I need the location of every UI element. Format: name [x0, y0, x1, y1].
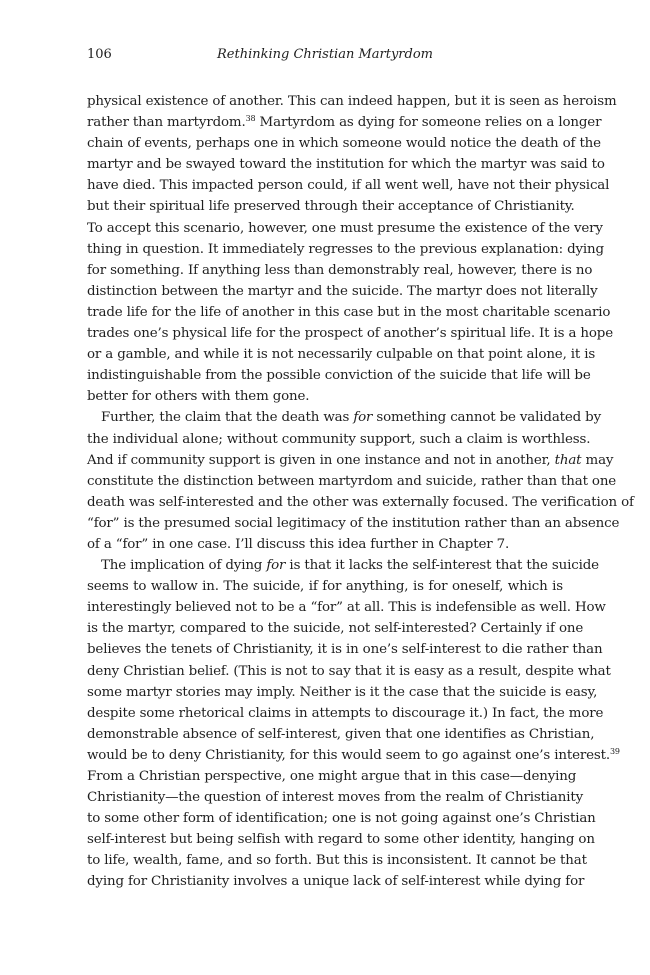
text-line	[87, 281, 598, 302]
text-segment: or a gamble, and while it is not necessarily culpable on that point alone, it is	[87, 347, 596, 363]
text-segment: of a “for” in one case. I’ll discuss this idea further in Chapter 7.	[87, 536, 510, 552]
text-line	[87, 597, 606, 618]
text-line	[87, 471, 617, 492]
text-segment: better for others with them gone.	[87, 389, 310, 405]
text-line	[87, 576, 563, 597]
text-line	[87, 429, 591, 450]
text-line	[87, 239, 604, 260]
text-segment: Christianity—the question of interest moves from the realm of Christianity	[87, 790, 584, 806]
text-line	[87, 555, 599, 576]
text-segment: deny Christian belief. (This is not to say that it is easy as a result, despite what	[87, 663, 611, 679]
text-line	[87, 196, 575, 217]
text-line	[87, 661, 611, 682]
text-line	[87, 112, 602, 133]
text-segment: rather than martyrdom.	[87, 115, 246, 131]
text-segment: constitute the distinction between martyrdom and suicide, rather than that one	[87, 473, 617, 489]
text-segment: to life, wealth, fame, and so forth. But this is inconsistent. It cannot be that	[87, 853, 587, 869]
text-line	[87, 492, 634, 513]
text-segment: physical existence of another. This can indeed happen, but it is seen as heroism	[87, 94, 617, 109]
text-line	[87, 871, 585, 892]
text-segment: may	[581, 452, 614, 468]
text-segment: The implication of dying	[101, 558, 267, 574]
text-segment: indistinguishable from the possible conviction of the suicide that life will be	[87, 368, 591, 384]
text-segment: martyr and be swayed toward the institution for which the martyr was said to	[87, 157, 605, 173]
text-segment: interestingly believed not to be a “for” at all. This is indefensible as well. How	[87, 600, 606, 616]
text-line	[87, 218, 603, 239]
text-segment: something cannot be validated by	[372, 410, 602, 426]
text-line	[87, 407, 602, 428]
text-segment: self-interest but being selfish with regard to some other identity, hanging on	[87, 832, 595, 848]
text-segment: have died. This impacted person could, if all went well, have not their physical	[87, 178, 610, 194]
text-segment: distinction between the martyr and the suicide. The martyr does not literally	[87, 283, 598, 299]
text-segment: is that it lacks the self-interest that the suicide	[285, 558, 599, 574]
text-line	[87, 766, 577, 787]
text-line	[87, 682, 598, 703]
text-segment: death was self-interested and the other was externally focused. The verification of	[87, 494, 634, 510]
text-line	[87, 302, 611, 323]
emphasis: for	[266, 558, 286, 574]
text-line	[87, 829, 595, 850]
text-line	[87, 724, 595, 745]
text-line	[87, 808, 596, 829]
text-segment: believes the tenets of Christianity, it is in one’s self-interest to die rather than	[87, 642, 603, 658]
text-segment: chain of events, perhaps one in which someone would notice the death of the	[87, 136, 601, 152]
text-segment: but their spiritual life preserved through their acceptance of Christianity.	[87, 199, 575, 215]
text-line	[87, 534, 563, 555]
text-line	[87, 450, 614, 471]
text-segment: To accept this scenario, however, one must presume the existence of the very	[87, 220, 603, 236]
text-segment: thing in question. It immediately regresses to the previous explanation: dying	[87, 241, 604, 257]
text-segment: Further, the claim that the death was	[101, 410, 354, 426]
text-segment: Martyrdom as dying for someone relies on a longer	[255, 115, 602, 131]
text-segment: trades one’s physical life for the prospect of another’s spiritual life. It is a hope	[87, 326, 613, 342]
text-segment: And if community support is given in one instance and not in another,	[87, 452, 555, 468]
body-text	[87, 91, 634, 893]
text-segment: is the martyr, compared to the suicide, not self-interested? Certainly if one	[87, 621, 584, 637]
text-line	[87, 850, 587, 871]
text-line	[87, 154, 605, 175]
text-line	[87, 787, 584, 808]
text-line	[87, 133, 601, 154]
text-line	[87, 703, 604, 724]
text-line	[87, 745, 620, 766]
running-title: Rethinking Christian Martyrdom	[216, 47, 433, 62]
text-segment: to some other form of identification; one is not going against one’s Christian	[87, 811, 596, 827]
footnote-ref: 39	[609, 746, 620, 756]
text-segment: some martyr stories may imply. Neither is it the case that the suicide is easy,	[87, 684, 598, 700]
text-segment: for something. If anything less than demonstrably real, however, there is no	[87, 262, 593, 278]
text-segment: despite some rhetorical claims in attempts to discourage it.) In fact, the more	[87, 705, 604, 721]
text-line	[87, 513, 620, 534]
text-segment: “for” is the presumed social legitimacy of the institution rather than an absence	[87, 515, 620, 531]
text-line	[87, 344, 596, 365]
text-line	[87, 386, 563, 407]
text-line	[87, 365, 591, 386]
text-line	[87, 260, 593, 281]
text-segment: From a Christian perspective, one might argue that in this case—denying	[87, 769, 577, 784]
text-segment: the individual alone; without community support, such a claim is worthless.	[87, 431, 591, 447]
footnote-ref: 38	[245, 114, 256, 124]
text-line	[87, 175, 610, 196]
text-segment: would be to deny Christianity, for this would seem to go against one’s interest.	[87, 747, 610, 763]
text-segment: demonstrable absence of self-interest, given that one identifies as Christian,	[87, 726, 595, 742]
text-line	[87, 323, 613, 344]
text-segment: dying for Christianity involves a unique lack of self-interest while dying for	[87, 874, 585, 890]
text-line	[87, 639, 603, 660]
emphasis: that	[554, 452, 582, 468]
page-number: 106	[87, 47, 112, 62]
text-segment: trade life for the life of another in this case but in the most charitable scenario	[87, 304, 611, 320]
text-line	[87, 618, 584, 639]
text-line	[87, 91, 617, 112]
emphasis: for	[353, 410, 373, 426]
text-segment: seems to wallow in. The suicide, if for anything, is for oneself, which is	[87, 579, 563, 595]
